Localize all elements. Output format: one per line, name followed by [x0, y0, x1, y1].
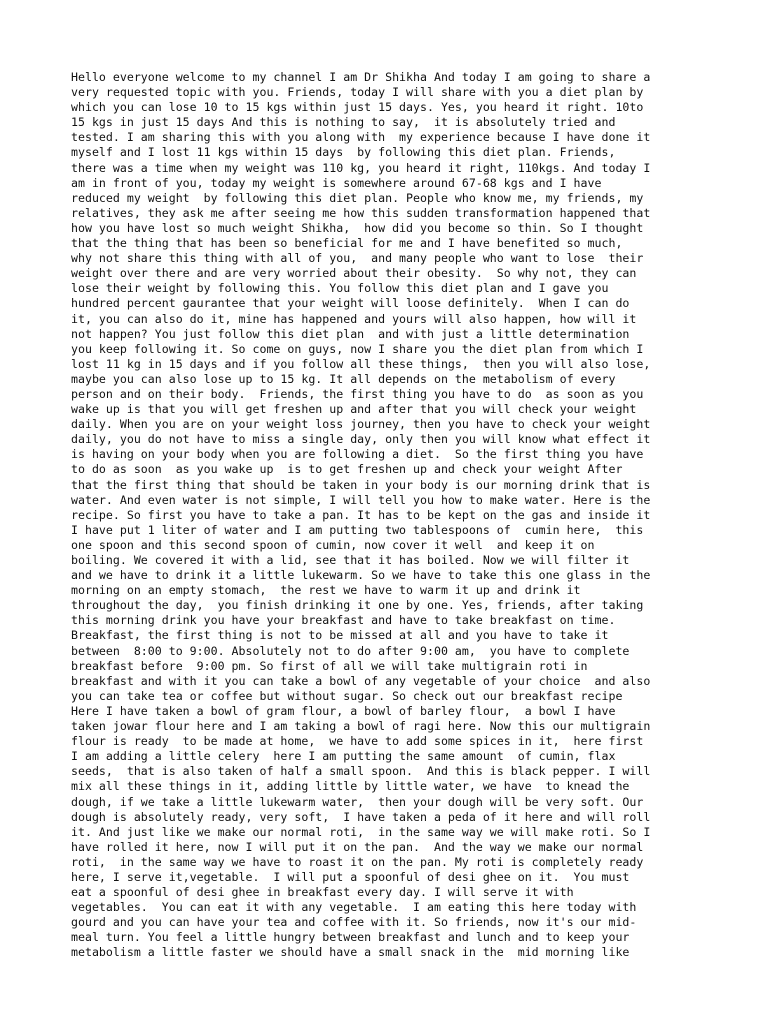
- text-line: it, you can also do it, mine has happened and yours will also happen, how will it: [71, 311, 637, 326]
- text-line: one spoon and this second spoon of cumin, now cover it well and keep it on: [71, 537, 595, 552]
- text-line: reduced my weight by following this diet plan. People who know me, my friends, my: [71, 190, 644, 205]
- text-line: flour is ready to be made at home, we have to add some spices in it, here first: [71, 734, 644, 749]
- text-line: not happen? You just follow this diet plan and with just a little determination: [71, 326, 630, 341]
- text-line: mix all these things in it, adding little by little water, we have to knead the: [71, 779, 630, 794]
- text-line: to do as soon as you wake up is to get freshen up and check your weight After: [71, 462, 623, 477]
- text-line: have rolled it here, now I will put it on the pan. And the way we make our normal: [71, 839, 644, 854]
- text-line: daily. When you are on your weight loss journey, then you have to check your weight: [71, 417, 651, 432]
- text-line: dough, if we take a little lukewarm water, then your dough will be very soft. Our: [71, 794, 644, 809]
- text-line: eat a spoonful of desi ghee in breakfast every day. I will serve it with: [71, 885, 574, 900]
- text-line: myself and I lost 11 kgs within 15 days by following this diet plan. Friends,: [71, 145, 616, 160]
- text-line: metabolism a little faster we should have a small snack in the mid morning like: [71, 945, 630, 960]
- text-line: 15 kgs in just 15 days And this is nothing to say, it is absolutely tried and: [71, 115, 616, 130]
- text-line: tested. I am sharing this with you along with my experience because I have done it: [71, 130, 651, 145]
- text-line: that the thing that has been so beneficial for me and I have benefited so much,: [71, 236, 623, 251]
- text-line: I am adding a little celery here I am putting the same amount of cumin, flax: [71, 749, 616, 764]
- text-line: and we have to drink it a little lukewarm. So we have to take this one glass in the: [71, 568, 651, 583]
- text-line: between 8:00 to 9:00. Absolutely not to do after 9:00 am, you have to complete: [71, 643, 630, 658]
- text-line: I have put 1 liter of water and I am putting two tablespoons of cumin here, this: [71, 522, 644, 537]
- text-line: Here I have taken a bowl of gram flour, a bowl of barley flour, a bowl I have: [71, 703, 616, 718]
- text-line: why not share this thing with all of you, and many people who want to lose their: [71, 251, 644, 266]
- text-line: that the first thing that should be taken in your body is our morning drink that is: [71, 477, 651, 492]
- body-text: [71, 70, 711, 961]
- text-line: morning on an empty stomach, the rest we have to warm it up and drink it: [71, 583, 581, 598]
- text-line: seeds, that is also taken of half a small spoon. And this is black pepper. I will: [71, 764, 651, 779]
- text-line: maybe you can also lose up to 15 kg. It all depends on the metabolism of every: [71, 371, 616, 386]
- text-line: very requested topic with you. Friends, today I will share with you a diet plan by: [71, 85, 644, 100]
- text-line: dough is absolutely ready, very soft, I have taken a peda of it here and will roll: [71, 809, 651, 824]
- text-line: breakfast and with it you can take a bowl of any vegetable of your choice and also: [71, 673, 651, 688]
- text-line: you keep following it. So come on guys, now I share you the diet plan from which I: [71, 341, 644, 356]
- text-line: wake up is that you will get freshen up and after that you will check your weight: [71, 402, 637, 417]
- text-line: daily, you do not have to miss a single day, only then you will know what effect it: [71, 432, 651, 447]
- text-line: how you have lost so much weight Shikha, how did you become so thin. So I thought: [71, 220, 644, 235]
- text-line: it. And just like we make our normal roti, in the same way we will make roti. So I: [71, 824, 651, 839]
- text-line: lose their weight by following this. You follow this diet plan and I gave you: [71, 281, 609, 296]
- text-line: am in front of you, today my weight is somewhere around 67-68 kgs and I have: [71, 175, 602, 190]
- text-line: is having on your body when you are following a diet. So the first thing you have: [71, 447, 644, 462]
- text-line: Hello everyone welcome to my channel I am Dr Shikha And today I am going to share a: [71, 70, 651, 84]
- text-line: relatives, they ask me after seeing me how this sudden transformation happened that: [71, 205, 651, 220]
- text-line: person and on their body. Friends, the first thing you have to do as soon as you: [71, 386, 644, 401]
- text-line: roti, in the same way we have to roast it on the pan. My roti is completely ready: [71, 854, 644, 869]
- text-line: there was a time when my weight was 110 kg, you heard it right, 110kgs. And today I: [71, 160, 651, 175]
- text-line: gourd and you can have your tea and coffee with it. So friends, now it's our mid-: [71, 915, 637, 930]
- text-line: taken jowar flour here and I am taking a bowl of ragi here. Now this our multigrain: [71, 719, 651, 734]
- text-line: vegetables. You can eat it with any vegetable. I am eating this here today with: [71, 900, 637, 915]
- text-line: throughout the day, you finish drinking it one by one. Yes, friends, after taking: [71, 598, 644, 613]
- text-line: this morning drink you have your breakfast and have to take breakfast on time.: [71, 613, 616, 628]
- text-line: boiling. We covered it with a lid, see that it has boiled. Now we will filter it: [71, 553, 630, 567]
- text-line: meal turn. You feel a little hungry between breakfast and lunch and to keep your: [71, 930, 630, 945]
- text-line: recipe. So first you have to take a pan. It has to be kept on the gas and inside it: [71, 507, 651, 522]
- text-line: here, I serve it,vegetable. I will put a spoonful of desi ghee on it. You must: [71, 869, 630, 884]
- text-line: hundred percent gaurantee that your weight will loose definitely. When I can do: [71, 296, 630, 311]
- text-line: which you can lose 10 to 15 kgs within just 15 days. Yes, you heard it right. 10to: [71, 100, 644, 115]
- text-line: breakfast before 9:00 pm. So first of all we will take multigrain roti in: [71, 658, 588, 673]
- text-line: you can take tea or coffee but without sugar. So check out our breakfast recipe: [71, 688, 623, 703]
- text-line: weight over there and are very worried about their obesity. So why not, they can: [71, 266, 637, 281]
- text-line: lost 11 kg in 15 days and if you follow all these things, then you will also lose,: [71, 356, 651, 371]
- text-line: Breakfast, the first thing is not to be missed at all and you have to take it: [71, 628, 609, 643]
- text-line: water. And even water is not simple, I will tell you how to make water. Here is the: [71, 492, 651, 507]
